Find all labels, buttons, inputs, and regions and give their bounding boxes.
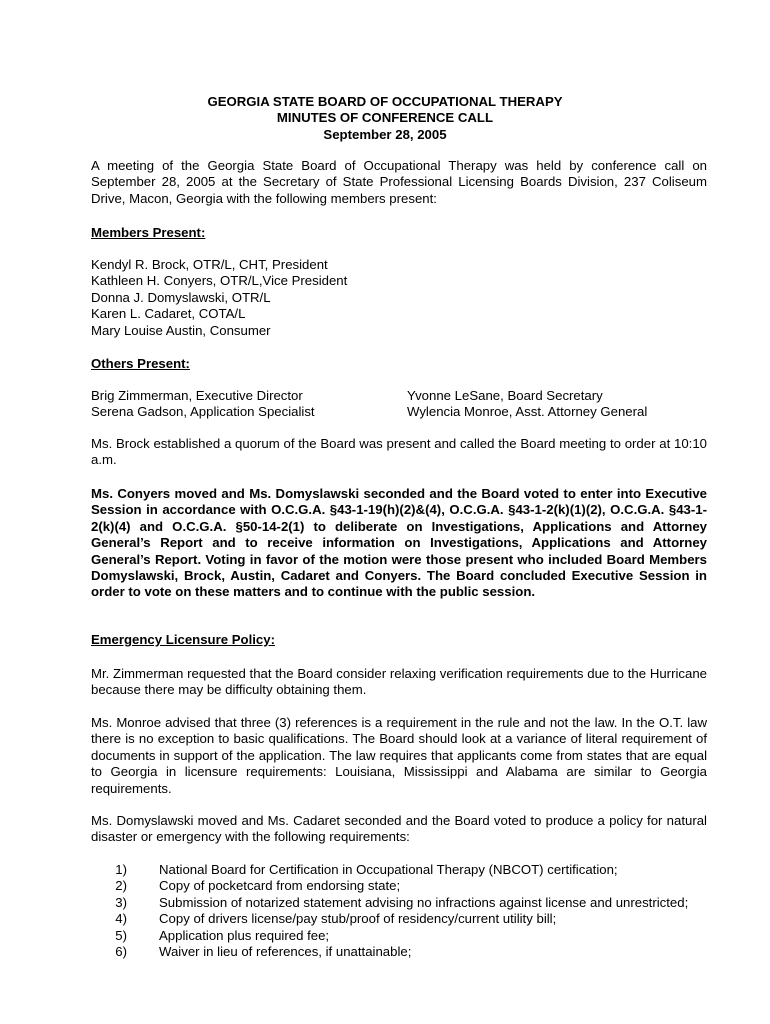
document-title: MINUTES OF CONFERENCE CALL — [276, 110, 494, 126]
other-attendee: Wylencia Monroe, Asst. Attorney General — [407, 404, 648, 420]
emergency-heading: Emergency Licensure Policy: — [91, 632, 275, 647]
list-item: 1) National Board for Certification in Occupational Therapy (NBCOT) certification; — [115, 862, 618, 877]
member-item: Kendyl R. Brock, OTR/L, CHT, President — [91, 257, 328, 272]
list-item: 2) Copy of pocketcard from endorsing state; — [115, 878, 401, 894]
member-item: Karen L. Cadaret, COTA/L — [91, 306, 246, 322]
list-item: 3) Submission of notarized statement advising no infractions against license and unrestricted; — [115, 894, 689, 910]
member-item: Kathleen H. Conyers, OTR/L,Vice President — [91, 273, 348, 289]
list-item: 5) Application plus required fee; — [115, 927, 330, 943]
monroe-advice-paragraph: Ms. Monroe advised that three (3) references is a requirement in the rule and not the law. In the O.T. law there is no exception to basic qualifications. The Board should look at a variance of literal requirement of documents in support of the application. The law requires that applicants come from states that are equal to Georgia in licensure requirements: Louisiana, Mississippi and Alabama are similar to Georgia requirements. — [91, 715, 707, 796]
list-item: 6) Waiver in lieu of references, if unattainable; — [115, 944, 412, 960]
members-list — [91, 257, 707, 339]
meeting-date: September 28, 2005 — [323, 126, 447, 142]
intro-paragraph: A meeting of the Georgia State Board of Occupational Therapy was held by conference call on September 28, 2005 at the Secretary of State Professional Licensing Boards Division, 237 Coliseum Drive, Macon, Georgia with the following members present: — [91, 158, 707, 206]
zimmerman-request-paragraph: Mr. Zimmerman requested that the Board consider relaxing verification requirements due to the Hurricane because there may be difficulty obtaining them. — [91, 666, 707, 698]
other-attendee: Serena Gadson, Application Specialist — [91, 404, 315, 420]
executive-session-motion: Ms. Conyers moved and Ms. Domyslawski seconded and the Board voted to enter into Executive Session in accordance with O.C.G.A. §43-1-19(h)(2)&(4), O.C.G.A. §43-1-2(k)(1)(2), O.C.G.A. §43-1-2(k)(4) and O.C.G.A. §50-14-2(1) to deliberate on Investigations, Applications and Attorney General’s Report and to receive information on Investigations, Applications and Attorney General’s Report. Voting in favor of the motion were those present who included Board Members Domyslawski, Brock, Austin, Cadaret and Conyers. The Board concluded Executive Session in order to vote on these matters and to continue with the public session. — [91, 486, 707, 600]
others-right-column — [407, 388, 707, 421]
other-attendee: Brig Zimmerman, Executive Director — [91, 388, 303, 403]
others-heading: Others Present: — [91, 356, 190, 371]
requirements-list — [91, 862, 707, 960]
others-left-column — [91, 388, 391, 421]
member-item: Mary Louise Austin, Consumer — [91, 322, 271, 338]
members-heading: Members Present: — [91, 225, 206, 240]
document-header — [0, 94, 770, 143]
policy-motion-paragraph: Ms. Domyslawski moved and Ms. Cadaret seconded and the Board voted to produce a policy for natural disaster or emergency with the following requirements: — [91, 813, 707, 845]
quorum-paragraph: Ms. Brock established a quorum of the Board was present and called the Board meeting to order at 10:10 a.m. — [91, 436, 707, 468]
board-title: GEORGIA STATE BOARD OF OCCUPATIONAL THERAPY — [207, 94, 563, 109]
list-item: 4) Copy of drivers license/pay stub/proof of residency/current utility bill; — [115, 911, 557, 927]
other-attendee: Yvonne LeSane, Board Secretary — [407, 388, 603, 403]
member-item: Donna J. Domyslawski, OTR/L — [91, 289, 271, 305]
